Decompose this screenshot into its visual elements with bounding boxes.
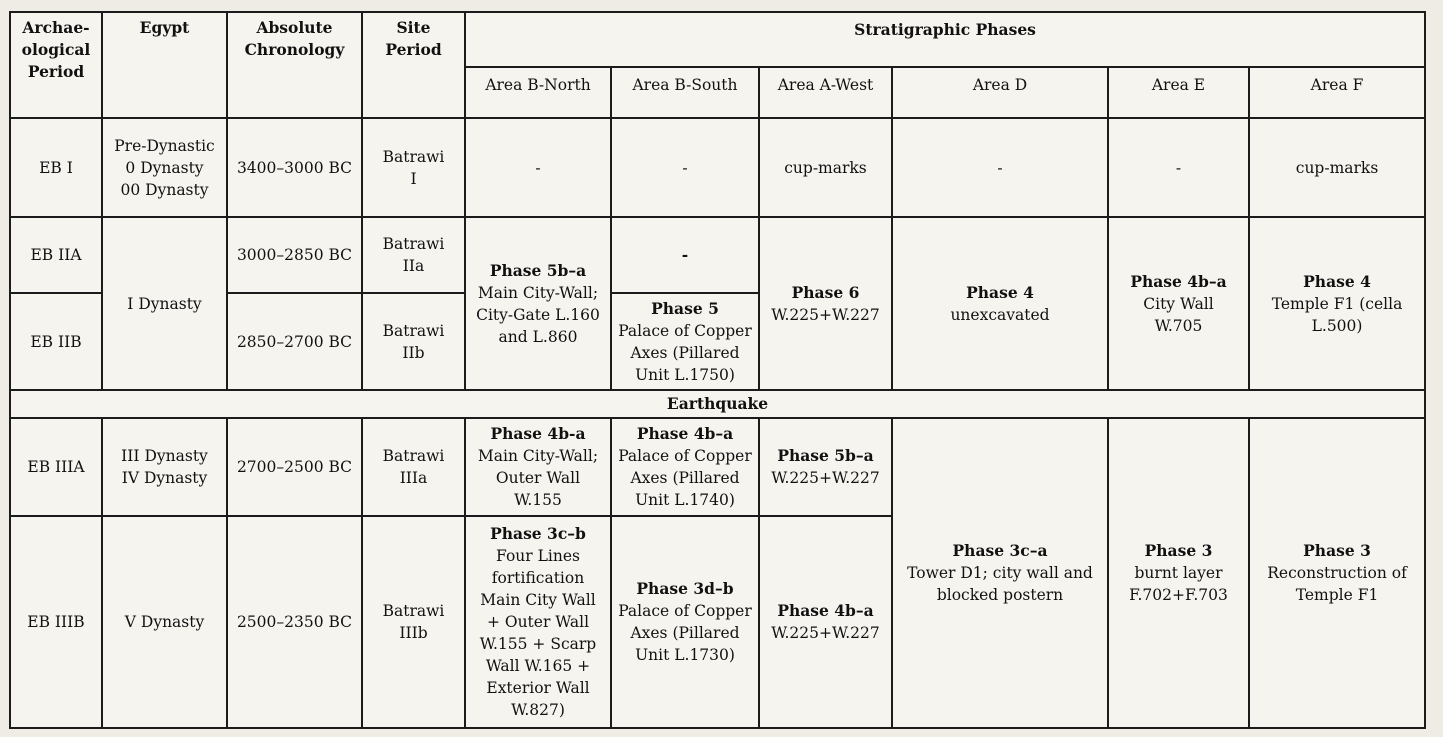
eb1-area-b-north: - <box>465 118 611 217</box>
eb2-area-d: Phase 4 unexcavated <box>892 217 1108 390</box>
eb2a-area-b-south: - <box>611 217 759 293</box>
chronology-eb2a: 3000–2850 BC <box>227 217 362 293</box>
chronology-eb3a: 2700–2500 BC <box>227 418 362 516</box>
header-absolute-chronology: Absolute Chronology <box>227 12 362 118</box>
period-eb3b: EB IIIB <box>10 516 102 728</box>
eb1-area-b-south: - <box>611 118 759 217</box>
eb3-area-f: Phase 3 Reconstruction of Temple F1 <box>1249 418 1425 728</box>
stratigraphy-chronology-table <box>9 11 1426 729</box>
site-period-eb3a: Batrawi IIIa <box>362 418 465 516</box>
row-eb3a <box>10 418 1425 516</box>
eb1-area-d: - <box>892 118 1108 217</box>
egypt-eb3b: V Dynasty <box>102 516 227 728</box>
site-period-eb2a: Batrawi IIa <box>362 217 465 293</box>
row-eb2a <box>10 217 1425 293</box>
header-row <box>10 12 1425 67</box>
eb1-area-f: cup-marks <box>1249 118 1425 217</box>
earthquake-divider: Earthquake <box>10 390 1425 418</box>
site-period-eb2b: Batrawi IIb <box>362 293 465 390</box>
period-eb1: EB I <box>10 118 102 217</box>
eb1-area-a-west: cup-marks <box>759 118 892 217</box>
eb3b-area-b-north: Phase 3c–b Four Lines fortification Main City Wall + Outer Wall W.155 + Scarp Wall W.165 + Exterior Wall W.827) <box>465 516 611 728</box>
site-period-eb1: Batrawi I <box>362 118 465 217</box>
header-egypt: Egypt <box>102 12 227 118</box>
eb3-area-d: Phase 3c–a Tower D1; city wall and blocked postern <box>892 418 1108 728</box>
eb3b-area-a-west: Phase 4b–a W.225+W.227 <box>759 516 892 728</box>
header-area-b-north: Area B-North <box>465 67 611 118</box>
eb2-area-a-west: Phase 6 W.225+W.227 <box>759 217 892 390</box>
header-archaeological-period: Archae- ological Period <box>10 12 102 118</box>
eb2-area-f: Phase 4 Temple F1 (cella L.500) <box>1249 217 1425 390</box>
period-eb2b: EB IIB <box>10 293 102 390</box>
header-area-e: Area E <box>1108 67 1249 118</box>
row-eb1 <box>10 118 1425 217</box>
header-area-a-west: Area A-West <box>759 67 892 118</box>
site-period-eb3b: Batrawi IIIb <box>362 516 465 728</box>
eb2b-area-b-south: Phase 5 Palace of Copper Axes (Pillared Unit L.1750) <box>611 293 759 390</box>
chronology-eb1: 3400–3000 BC <box>227 118 362 217</box>
eb3b-area-b-south: Phase 3d–b Palace of Copper Axes (Pillared Unit L.1730) <box>611 516 759 728</box>
eb3a-area-b-north: Phase 4b-a Main City-Wall; Outer Wall W.155 <box>465 418 611 516</box>
eb1-area-e: - <box>1108 118 1249 217</box>
period-eb2a: EB IIA <box>10 217 102 293</box>
chronology-table-sheet <box>9 11 1424 727</box>
header-area-d: Area D <box>892 67 1108 118</box>
eb3a-area-b-south: Phase 4b–a Palace of Copper Axes (Pillared Unit L.1740) <box>611 418 759 516</box>
header-site-period: Site Period <box>362 12 465 118</box>
egypt-eb3a: III Dynasty IV Dynasty <box>102 418 227 516</box>
egypt-eb2: I Dynasty <box>102 217 227 390</box>
chronology-eb2b: 2850–2700 BC <box>227 293 362 390</box>
chronology-eb3b: 2500–2350 BC <box>227 516 362 728</box>
eb2-area-e: Phase 4b–a City Wall W.705 <box>1108 217 1249 390</box>
row-earthquake <box>10 390 1425 418</box>
eb3a-area-a-west: Phase 5b–a W.225+W.227 <box>759 418 892 516</box>
header-stratigraphic-phases: Stratigraphic Phases <box>465 12 1425 67</box>
eb3-area-e: Phase 3 burnt layer F.702+F.703 <box>1108 418 1249 728</box>
egypt-eb1: Pre-Dynastic 0 Dynasty 00 Dynasty <box>102 118 227 217</box>
period-eb3a: EB IIIA <box>10 418 102 516</box>
header-area-b-south: Area B-South <box>611 67 759 118</box>
eb2-area-b-north: Phase 5b–a Main City-Wall; City-Gate L.160 and L.860 <box>465 217 611 390</box>
header-area-f: Area F <box>1249 67 1425 118</box>
